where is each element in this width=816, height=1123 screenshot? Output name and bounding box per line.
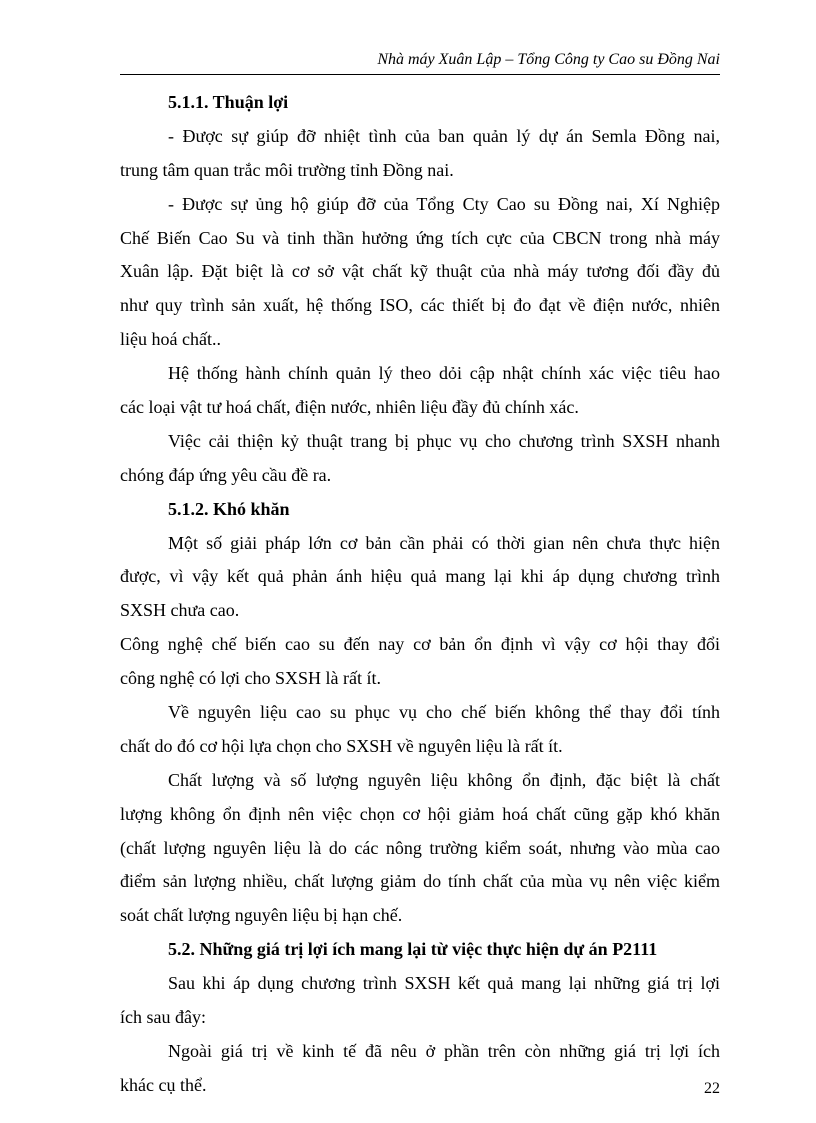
paragraph-line: Chất lượng và số lượng nguyên liệu không ổn định, đặc biệt là chất	[168, 769, 720, 790]
paragraph-line: các loại vật tư hoá chất, điện nước, nhiên liệu đầy đủ chính xác.	[120, 397, 579, 418]
paragraph-line: lượng không ổn định nên việc chọn cơ hội giảm hoá chất cũng gặp khó khăn	[120, 803, 720, 824]
paragraph-line: Một số giải pháp lớn cơ bản cần phải có thời gian nên chưa thực hiện	[168, 532, 720, 553]
paragraph-line: Việc cải thiện kỷ thuật trang bị phục vụ cho chương trình SXSH nhanh	[168, 430, 720, 451]
paragraph-line: ích sau đây:	[120, 1007, 206, 1028]
paragraph-line: trung tâm quan trắc môi trường tỉnh Đồng nai.	[120, 159, 454, 180]
paragraph-line: Sau khi áp dụng chương trình SXSH kết quả mang lại những giá trị lợi	[168, 973, 720, 994]
paragraph-line: chất do đó cơ hội lựa chọn cho SXSH về nguyên liệu là rất ít.	[120, 735, 563, 756]
paragraph-line: Hệ thống hành chính quản lý theo dỏi cập nhật chính xác việc tiêu hao	[168, 363, 720, 384]
paragraph-line: Chế Biến Cao Su và tinh thần hưởng ứng tích cực của CBCN trong nhà máy	[120, 227, 720, 248]
paragraph-line: - Được sự giúp đỡ nhiệt tình của ban quản lý dự án Semla Đồng nai,	[168, 125, 720, 146]
running-header: Nhà máy Xuân Lập – Tổng Công ty Cao su Đồng Nai	[377, 51, 720, 68]
paragraph-line: chóng đáp ứng yêu cầu đề ra.	[120, 464, 332, 485]
paragraph-line: Xuân lập. Đặt biệt là cơ sở vật chất kỹ thuật của nhà máy tương đối đầy đủ	[120, 261, 720, 282]
section-heading-gia-tri-loi-ich: 5.2. Những giá trị lợi ích mang lại từ việc thực hiện dự án P2111	[168, 939, 658, 960]
page-number: 22	[704, 1080, 720, 1097]
paragraph-line: công nghệ có lợi cho SXSH là rất ít.	[120, 668, 381, 689]
section-heading-kho-khan: 5.1.2. Khó khăn	[168, 498, 290, 519]
paragraph-line: Ngoài giá trị về kinh tế đã nêu ở phần trên còn những giá trị lợi ích	[168, 1040, 720, 1061]
paragraph-line: - Được sự ủng hộ giúp đỡ của Tổng Cty Cao su Đồng nai, Xí Nghiệp	[168, 193, 720, 214]
paragraph-line: (chất lượng nguyên liệu là do các nông trường kiểm soát, nhưng vào mùa cao	[120, 837, 720, 858]
paragraph-line: khác cụ thể.	[120, 1074, 207, 1095]
header-divider	[120, 74, 720, 75]
section-heading-thuan-loi: 5.1.1. Thuận lợi	[168, 92, 289, 112]
paragraph-line: Về nguyên liệu cao su phục vụ cho chế biến không thể thay đổi tính	[168, 702, 720, 723]
paragraph-line: được, vì vậy kết quả phản ánh hiệu quả mang lại khi áp dụng chương trình	[120, 566, 720, 587]
document-body	[120, 86, 720, 1103]
paragraph-line: Công nghệ chế biến cao su đến nay cơ bản ổn định vì vậy cơ hội thay đổi	[120, 634, 720, 655]
paragraph-line: như quy trình sản xuất, hệ thống ISO, các thiết bị đo đạt về điện nước, nhiên	[120, 295, 720, 316]
paragraph-line: điểm sản lượng nhiều, chất lượng giảm do tính chất của mùa vụ nên việc kiểm	[120, 871, 720, 892]
paragraph-line: liệu hoá chất..	[120, 329, 221, 350]
paragraph-line: soát chất lượng nguyên liệu bị hạn chế.	[120, 905, 403, 926]
paragraph-line: SXSH chưa cao.	[120, 600, 240, 621]
